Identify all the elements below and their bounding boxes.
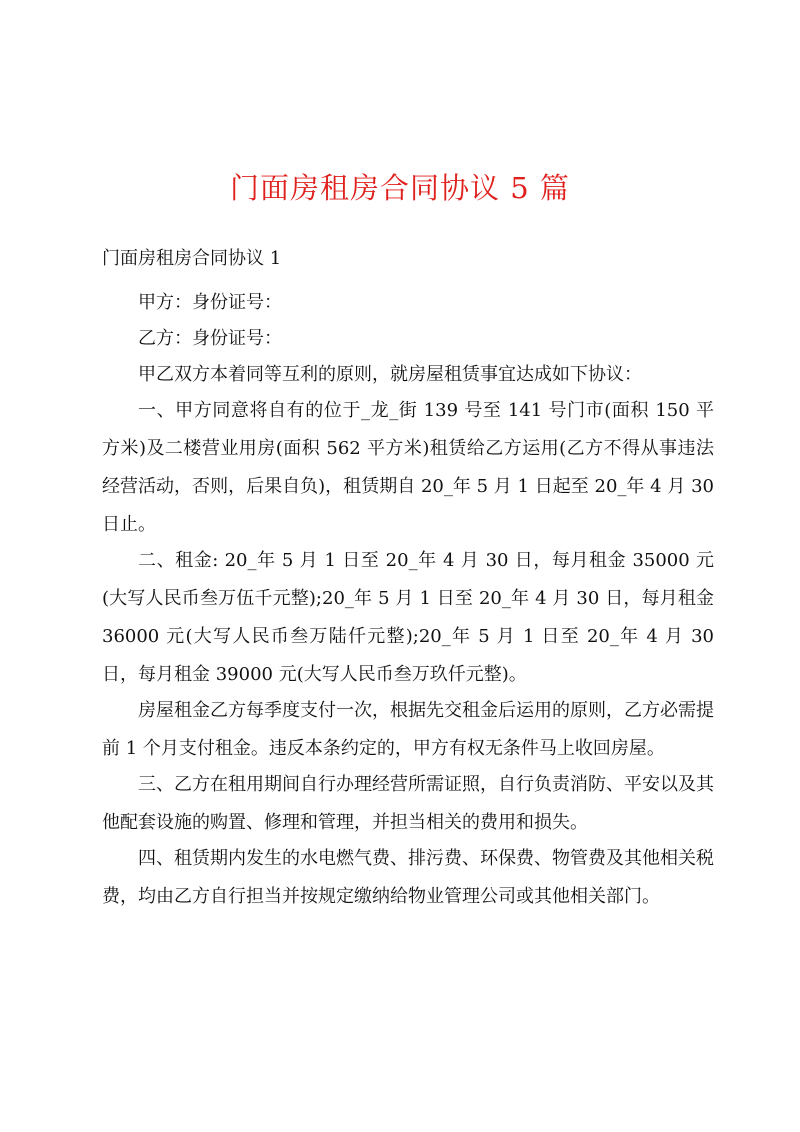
clause-2-paragraph: 二、租金: 20_年 5 月 1 日至 20_年 4 月 30 日，每月租金 35000 元(大写人民币叁万伍千元整);20_年 5 月 1 日至 20_年 4 月 30 日，每月租金 36000 元(大写人民币叁万陆仟元整);20_年 5 月 1 日至 20_年 4 月 30 日，每月租金 39000 元(大写人民币叁万玖仟元整)。 xyxy=(102,550,714,685)
clause-3-paragraph: 三、乙方在租用期间自行办理经营所需证照，自行负责消防、平安以及其他配套设施的购置、修理和管理，并担当相关的费用和损失。 xyxy=(102,774,714,833)
document-body xyxy=(102,244,714,914)
clause-4-paragraph: 四、租赁期内发生的水电燃气费、排污费、环保费、物管费及其他相关税费，均由乙方自行担当并按规定缴纳给物业管理公司或其他相关部门。 xyxy=(102,848,714,907)
document-title: 门面房租房合同协议 5 篇 xyxy=(230,171,570,205)
preamble-paragraph: 甲乙双方本着同等互利的原则，就房屋租赁事宜达成如下协议： xyxy=(138,364,642,385)
party-b-line: 乙方：身份证号： xyxy=(138,328,282,349)
section-heading: 门面房租房合同协议 1 xyxy=(102,248,282,269)
payment-terms-paragraph: 房屋租金乙方每季度支付一次，根据先交租金后运用的原则，乙方必需提前 1 个月支付租金。违反本条约定的，甲方有权无条件马上收回房屋。 xyxy=(102,700,714,759)
clause-1-paragraph: 一、甲方同意将自有的位于_龙_街 139 号至 141 号门市(面积 150 平方米)及二楼营业用房(面积 562 平方米)租赁给乙方运用(乙方不得从事违法经营活动，否则，后果自负)，租赁期自 20_年 5 月 1 日起至 20_年 4 月 30 日止。 xyxy=(102,400,714,535)
party-a-line: 甲方：身份证号： xyxy=(138,292,282,313)
